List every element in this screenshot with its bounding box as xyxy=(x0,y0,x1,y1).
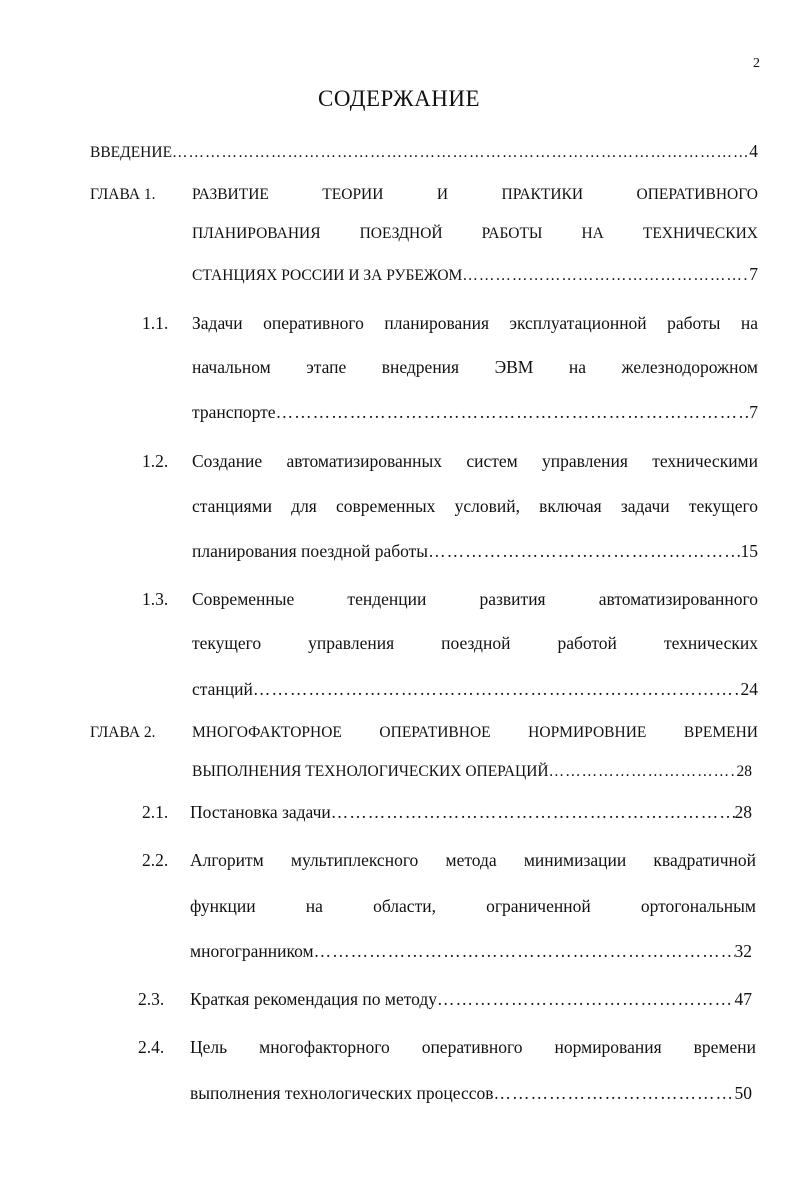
dot-leader xyxy=(437,988,734,1010)
section-number: 2.2. xyxy=(142,850,169,870)
toc-page-number: 4 xyxy=(749,141,758,161)
toc-entry-line: Алгоритм мультиплексного метода минимизации квадратичной xyxy=(190,850,756,870)
section-number: 1.1. xyxy=(142,313,169,333)
toc-entry-line: ПЛАНИРОВАНИЯ ПОЕЗДНОЙ РАБОТЫ НА ТЕХНИЧЕСКИХ xyxy=(192,225,758,242)
toc-entry-1-2[interactable] xyxy=(192,540,758,562)
section-number: 2.3. xyxy=(138,989,165,1009)
toc-entry-line: текущего управления поездной работой технических xyxy=(192,633,758,653)
toc-entry-line: Задачи оперативного планирования эксплуатационной работы на xyxy=(192,313,758,333)
toc-page-number: 24 xyxy=(740,679,758,699)
page-title: СОДЕРЖАНИЕ xyxy=(317,86,480,111)
toc-entry-line: Современные тенденции развития автоматизированного xyxy=(192,589,758,609)
toc-entry-text: Постановка задачи xyxy=(190,802,331,822)
toc-entry-1-1[interactable] xyxy=(192,401,758,423)
toc-entry-text: Краткая рекомендация по методу xyxy=(190,989,438,1009)
toc-entry-2-1[interactable] xyxy=(190,801,752,823)
toc-entry-text: многогранником xyxy=(190,941,314,961)
toc-page-number: 15 xyxy=(740,541,758,561)
toc-entry-text: СТАНЦИЯХ РОССИИ И ЗА РУБЕЖОМ xyxy=(192,267,463,284)
chapter-label: ГЛАВА 1. xyxy=(90,186,156,203)
toc-entry-text: транспорте xyxy=(192,402,276,422)
toc-entry-1-3[interactable] xyxy=(192,678,758,700)
toc-entry-chapter-2[interactable] xyxy=(192,761,752,783)
toc-entry-text: станций xyxy=(192,679,253,699)
dot-leader xyxy=(549,761,737,783)
toc-entry-line: начальном этапе внедрения ЭВМ на железнодорожном xyxy=(192,357,758,377)
toc-page-number: 28 xyxy=(734,802,752,822)
toc-entry-line: Создание автоматизированных систем управления техническими xyxy=(192,451,758,471)
section-number: 1.2. xyxy=(142,451,169,471)
toc-entry-intro[interactable] xyxy=(90,140,758,164)
toc-page-number: 50 xyxy=(734,1083,752,1103)
toc-page-number: 28 xyxy=(736,763,752,780)
section-number: 1.3. xyxy=(142,589,169,609)
page-number: 2 xyxy=(753,56,760,71)
toc-entry-text: планирования поездной работы xyxy=(192,541,429,561)
toc-entry-chapter-1[interactable] xyxy=(192,263,758,287)
dot-leader xyxy=(314,940,735,962)
section-number: 2.4. xyxy=(138,1037,165,1057)
toc-page-number: 7 xyxy=(749,264,758,284)
toc-page-number: 32 xyxy=(734,941,752,961)
toc-entry-line: Цель многофакторного оперативного нормирования времени xyxy=(190,1037,756,1057)
dot-leader xyxy=(253,678,741,700)
toc-page-number: 47 xyxy=(734,989,752,1009)
toc-entry-line: РАЗВИТИЕ ТЕОРИИ И ПРАКТИКИ ОПЕРАТИВНОГО xyxy=(192,186,758,203)
dot-leader xyxy=(172,142,749,164)
toc-entry-line: функции на области, ограниченной ортогональным xyxy=(190,896,756,916)
dot-leader xyxy=(462,265,749,287)
toc-page-number: 7 xyxy=(749,402,758,422)
toc-entry-2-3[interactable] xyxy=(190,988,752,1010)
section-number: 2.1. xyxy=(142,802,169,822)
toc-entry-line: станциями для современных условий, включая задачи текущего xyxy=(192,496,758,516)
dot-leader xyxy=(428,540,740,562)
toc-entry-text: ВЫПОЛНЕНИЯ ТЕХНОЛОГИЧЕСКИХ ОПЕРАЦИЙ xyxy=(192,763,549,780)
chapter-label: ГЛАВА 2. xyxy=(90,724,156,741)
toc-entry-text: выполнения технологических процессов xyxy=(190,1083,494,1103)
dot-leader xyxy=(331,801,735,823)
dot-leader xyxy=(276,401,750,423)
toc-entry-text: ВВЕДЕНИЕ xyxy=(90,144,173,161)
toc-entry-line: МНОГОФАКТОРНОЕ ОПЕРАТИВНОЕ НОРМИРОВНИЕ ВРЕМЕНИ xyxy=(192,724,758,741)
toc-entry-2-2[interactable] xyxy=(190,940,752,962)
toc-entry-2-4[interactable] xyxy=(190,1082,752,1104)
dot-leader xyxy=(494,1082,735,1104)
